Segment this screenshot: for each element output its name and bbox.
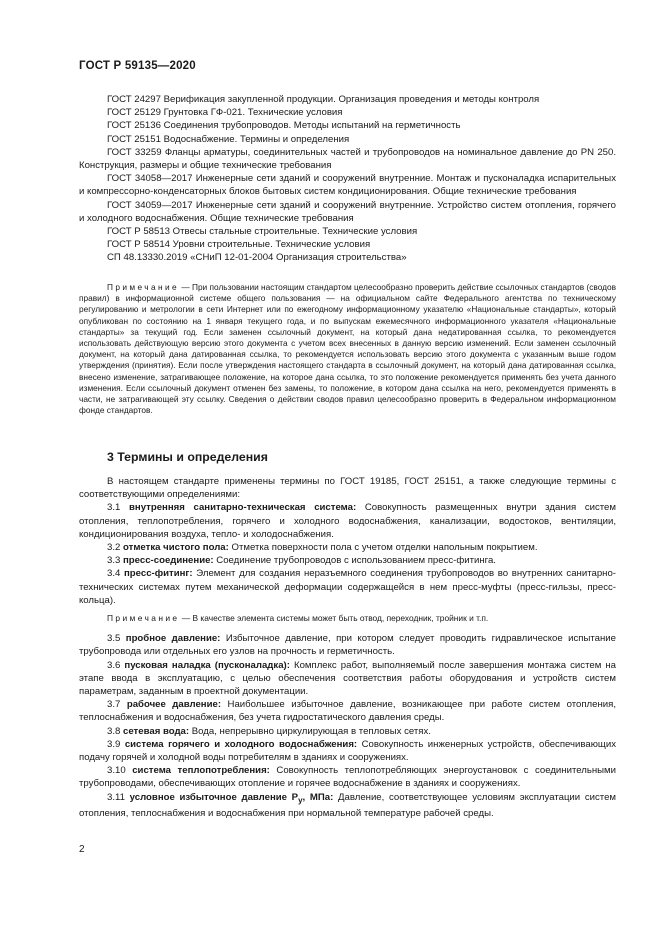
- reference-item: ГОСТ 33259 Фланцы арматуры, соединительных частей и трубопроводов на номинальное давление до PN 250. Конструкция, размеры и общие технические требования: [79, 146, 616, 172]
- term-definition: Наибольшее избыточное давление, возникающее при работе систем отопления, теплоснабжения и водоснабжения, без учета гидростатического давления среды.: [79, 699, 616, 724]
- term-name: система теплопотребления:: [132, 765, 270, 777]
- reference-item: ГОСТ Р 58513 Отвесы стальные строительные. Технические условия: [107, 226, 418, 238]
- note-text: — В качестве элемента системы может быть отвод, переходник, тройник и т.п.: [179, 613, 489, 624]
- term-entry: 3.2 отметка чистого пола: Отметка поверхности пола с учетом отделки напольным покрытием.: [107, 542, 538, 554]
- intro-paragraph: В настоящем стандарте применены термины по ГОСТ 19185, ГОСТ 25151, а также следующие термины с соответствующими определениями:: [79, 476, 616, 501]
- page-number: 2: [79, 844, 85, 855]
- section-heading: 3 Термины и определения: [107, 450, 268, 464]
- reference-item: ГОСТ 25129 Грунтовка ГФ-021. Технические условия: [107, 107, 343, 119]
- term-definition: Совокупность теплопотребляющих энергоустановок с соединительными трубопроводами, обеспечивающих отопление и горячее водоснабжение в зданиях и сооружениях.: [79, 765, 617, 790]
- term-name: сетевая вода:: [123, 725, 190, 737]
- term-name: рабочее давление:: [126, 699, 222, 711]
- term-name: пресс-фитинг:: [124, 568, 193, 580]
- term-definition: Избыточное давление, при котором следует проводить гидравлическое испытание трубопровода или отдельных его узлов на прочность и герметичность.: [79, 633, 616, 658]
- term-note: [79, 612, 616, 625]
- term-entry: 3.11 условное избыточное давление $P_у$, МПа: Давление, соответствующее условиям эксплуатации систем отопления, теплоснабжения и водоснабжения при нормальной температуре рабочей среды.: [79, 791, 617, 819]
- normative-references-list: [79, 93, 616, 265]
- term-name: пусковая наладка (пусконаладка):: [124, 659, 290, 671]
- reference-item: ГОСТ Р 58514 Уровни строительные. Технические условия: [107, 239, 371, 251]
- term-definition: Соединение трубопроводов с использованием пресс-фитинга.: [213, 555, 496, 567]
- note-label: Примечание: [107, 282, 180, 292]
- term-name: пресс-соединение:: [123, 555, 214, 567]
- reference-item: ГОСТ 25136 Соединения трубопроводов. Методы испытаний на герметичность: [107, 120, 461, 132]
- document-code-header: ГОСТ Р 59135—2020: [79, 60, 196, 72]
- term-entry: 3.10 система теплопотребления: Совокупность теплопотребляющих энергоустановок с соединительными трубопроводами, обеспечивающих отопление и горячее водоснабжение в зданиях и сооружениях.: [79, 765, 617, 790]
- term-entry: 3.4 пресс-фитинг: Элемент для создания неразъемного соединения трубопроводов во внутренних санитарно-технических системах путем механической деформации содержащейся в нем пресс-муфты (пресс-гильзы, пресс-кольца).: [79, 568, 616, 606]
- term-entry: 3.3 пресс-соединение: Соединение трубопроводов с использованием пресс-фитинга.: [107, 555, 496, 567]
- reference-item: СП 48.13330.2019 «СНиП 12-01-2004 Организация строительства»: [107, 252, 407, 264]
- term-definition: Давление, соответствующее условиям эксплуатации систем отопления, теплоснабжения и водоснабжения при нормальной температуре рабочей среды.: [79, 791, 617, 819]
- term-definition: Комплекс работ, выполняемый после завершения монтажа систем на этапе ввода в эксплуатацию, с целью обеспечения соответствия работы оборудования и устройств систем параметрам, заданным в проектной документации.: [79, 659, 616, 698]
- reference-item: ГОСТ 25151 Водоснабжение. Термины и определения: [107, 133, 350, 145]
- term-entry: 3.5 пробное давление: Избыточное давление, при котором следует проводить гидравлическое испытание трубопровода или отдельных его узлов на прочность и герметичность.: [79, 633, 616, 658]
- reference-item: ГОСТ 24297 Верификация закупленной продукции. Организация проведения и методы контроля: [107, 94, 540, 105]
- note-text: — При пользовании настоящим стандартом целесообразно проверить действие ссылочных стандартов (сводов правил) в информационной системе общего пользования — на официальном сайте Федерального агентства по техническому регулированию и метрологии в сети Интернет или по ежегодному информационному указателю «Национальные стандарты», который опубликован по состоянию на 1 января текущего года, и по выпускам ежемесячного информационного указателя «Национальные стандарты» за текущий год. Если заменен ссылочный документ, на который дана недатированная ссылка, то рекомендуется использовать действующую версию этого документа с учетом всех внесенных в данную версию изменений. Если заменен ссылочный документ, на который дана датированная ссылка, то рекомендуется использовать версию этого документа с указанным выше годом утверждения (принятия). Если после утверждения настоящего стандарта в ссылочный документ, на который дана датированная ссылка, внесено изменение, затрагивающее положение, на которое дана ссылка, то это положение рекомендуется применять без учета данного изменения. Если ссылочный документ отменен без замены, то положение, в котором дана ссылка на него, рекомендуется применять в части, не затрагивающей эту ссылку. Сведения о действии сводов правил целесообразно проверить в Федеральном информационном фонде стандартов.: [79, 282, 616, 416]
- term-name: система горячего и холодного водоснабжения:: [124, 738, 358, 750]
- term-entry: 3.6 пусковая наладка (пусконаладка): Комплекс работ, выполняемый после завершения монтажа систем на этапе ввода в эксплуатацию, с целью обеспечения соответствия работы оборудования и устройств систем параметрам, заданным в проектной документации.: [79, 659, 616, 698]
- reference-item: ГОСТ 34058—2017 Инженерные сети зданий и сооружений внутренние. Монтаж и пусконаладка испарительных и компрессорно-конденсаторных блоков бытовых систем кондиционирования. Общие технические требования: [79, 173, 616, 198]
- note-label: Примечание: [107, 613, 180, 624]
- references-note: [79, 282, 616, 416]
- term-definition: Совокупность размещенных внутри здания систем отопления, теплопотребления, горячего и холодного водоснабжения, канализации, водостоков, вентиляции, кондиционирования воздуха, тепло- и холодоснабжения.: [79, 502, 616, 540]
- term-definition: Совокупность инженерных устройств, обеспечивающих подачу горячей и холодной воды потребителям в зданиях и сооружениях.: [79, 738, 616, 764]
- term-definition: Вода, непрерывно циркулирующая в тепловых сетях.: [189, 725, 431, 737]
- term-entry: 3.9 система горячего и холодного водоснабжения: Совокупность инженерных устройств, обеспечивающих подачу горячей и холодной воды потребителям в зданиях и сооружениях.: [79, 738, 616, 764]
- term-name: пробное давление:: [125, 633, 221, 645]
- term-name: отметка чистого пола:: [123, 542, 229, 554]
- term-entry: 3.7 рабочее давление: Наибольшее избыточное давление, возникающее при работе систем отопления, теплоснабжения и водоснабжения, без учета гидростатического давления среды.: [79, 699, 616, 724]
- term-definition: Элемент для создания неразъемного соединения трубопроводов во внутренних санитарно-технических системах путем механической деформации содержащейся в нем пресс-муфты (пресс-гильзы, пресс-кольца).: [79, 568, 616, 606]
- term-name: условное избыточное давление $P_у$, МПа:: [129, 791, 334, 805]
- term-entry: 3.8 сетевая вода: Вода, непрерывно циркулирующая в тепловых сетях.: [107, 725, 431, 737]
- term-definition: Отметка поверхности пола с учетом отделки напольным покрытием.: [228, 542, 538, 554]
- term-entry: 3.1 внутренняя санитарно-техническая система: Совокупность размещенных внутри здания систем отопления, теплопотребления, горячего и холодного водоснабжения, канализации, водостоков, вентиляции, кондиционирования воздуха, тепло- и холодоснабжения.: [79, 502, 616, 540]
- terms-body: [79, 475, 616, 820]
- reference-item: ГОСТ 34059—2017 Инженерные сети зданий и сооружений внутренние. Устройство систем отопления, горячего и холодного водоснабжения. Общие технические требования: [79, 199, 616, 224]
- term-name: внутренняя санитарно-техническая система:: [129, 502, 357, 514]
